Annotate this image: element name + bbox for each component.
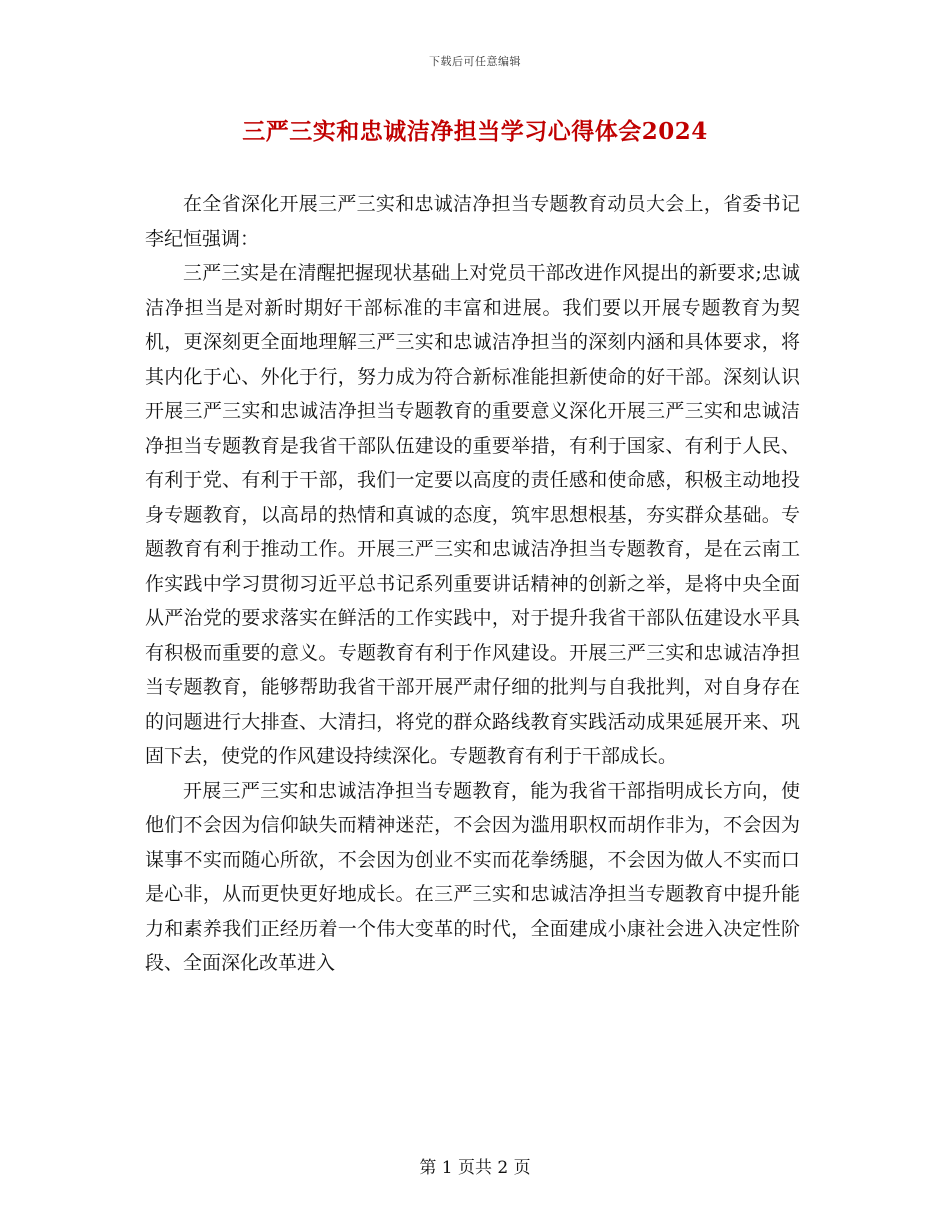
paragraph-2: 三严三实是在清醒把握现状基础上对党员干部改进作风提出的新要求;忠诚洁净担当是对新时期好干部标准的丰富和进展。我们要以开展专题教育为契机，更深刻更全面地理解三严三实和忠诚洁净担当的深刻内涵和具体要求，将其内化于心、外化于行，努力成为符合新标准能担新使命的好干部。深刻认识开展三严三实和忠诚洁净担当专题教育的重要意义深化开展三严三实和忠诚洁净担当专题教育是我省干部队伍建设的重要举措，有利于国家、有利于人民、有利于党、有利于干部，我们一定要以高度的责任感和使命感，积极主动地投身专题教育，以高昂的热情和真诚的态度，筑牢思想根基，夯实群众基础。专题教育有利于推动工作。开展三严三实和忠诚洁净担当专题教育，是在云南工作实践中学习贯彻习近平总书记系列重要讲话精神的创新之举，是将中央全面从严治党的要求落实在鲜活的工作实践中，对于提升我省干部队伍建设水平具有积极而重要的意义。专题教育有利于作风建设。开展三严三实和忠诚洁净担当专题教育，能够帮助我省干部开展严肃仔细的批判与自我批判，对自身存在的问题进行大排查、大清扫，将党的群众路线教育实践活动成果延展开来、巩固下去，使党的作风建设持续深化。专题教育有利于干部成长。 [145, 262, 800, 767]
document-body [145, 187, 800, 981]
page-indicator: 第 1 页共 2 页 [419, 1158, 531, 1178]
paragraph-1: 在全省深化开展三严三实和忠诚洁净担当专题教育动员大会上，省委书记李纪恒强调： [145, 193, 800, 250]
paragraph-3: 开展三严三实和忠诚洁净担当专题教育，能为我省干部指明成长方向，使他们不会因为信仰缺失而精神迷茫，不会因为滥用职权而胡作非为，不会因为谋事不实而随心所欲，不会因为创业不实而花拳绣腿，不会因为做人不实而口是心非，从而更快更好地成长。在三严三实和忠诚洁净担当专题教育中提升能力和素养我们正经历着一个伟大变革的时代，全面建成小康社会进入决定性阶段、全面深化改革进入 [145, 779, 800, 974]
header-note: 下载后可任意编辑 [429, 55, 521, 68]
document-title: 三严三实和忠诚洁净担当学习心得体会2024 [242, 118, 708, 145]
